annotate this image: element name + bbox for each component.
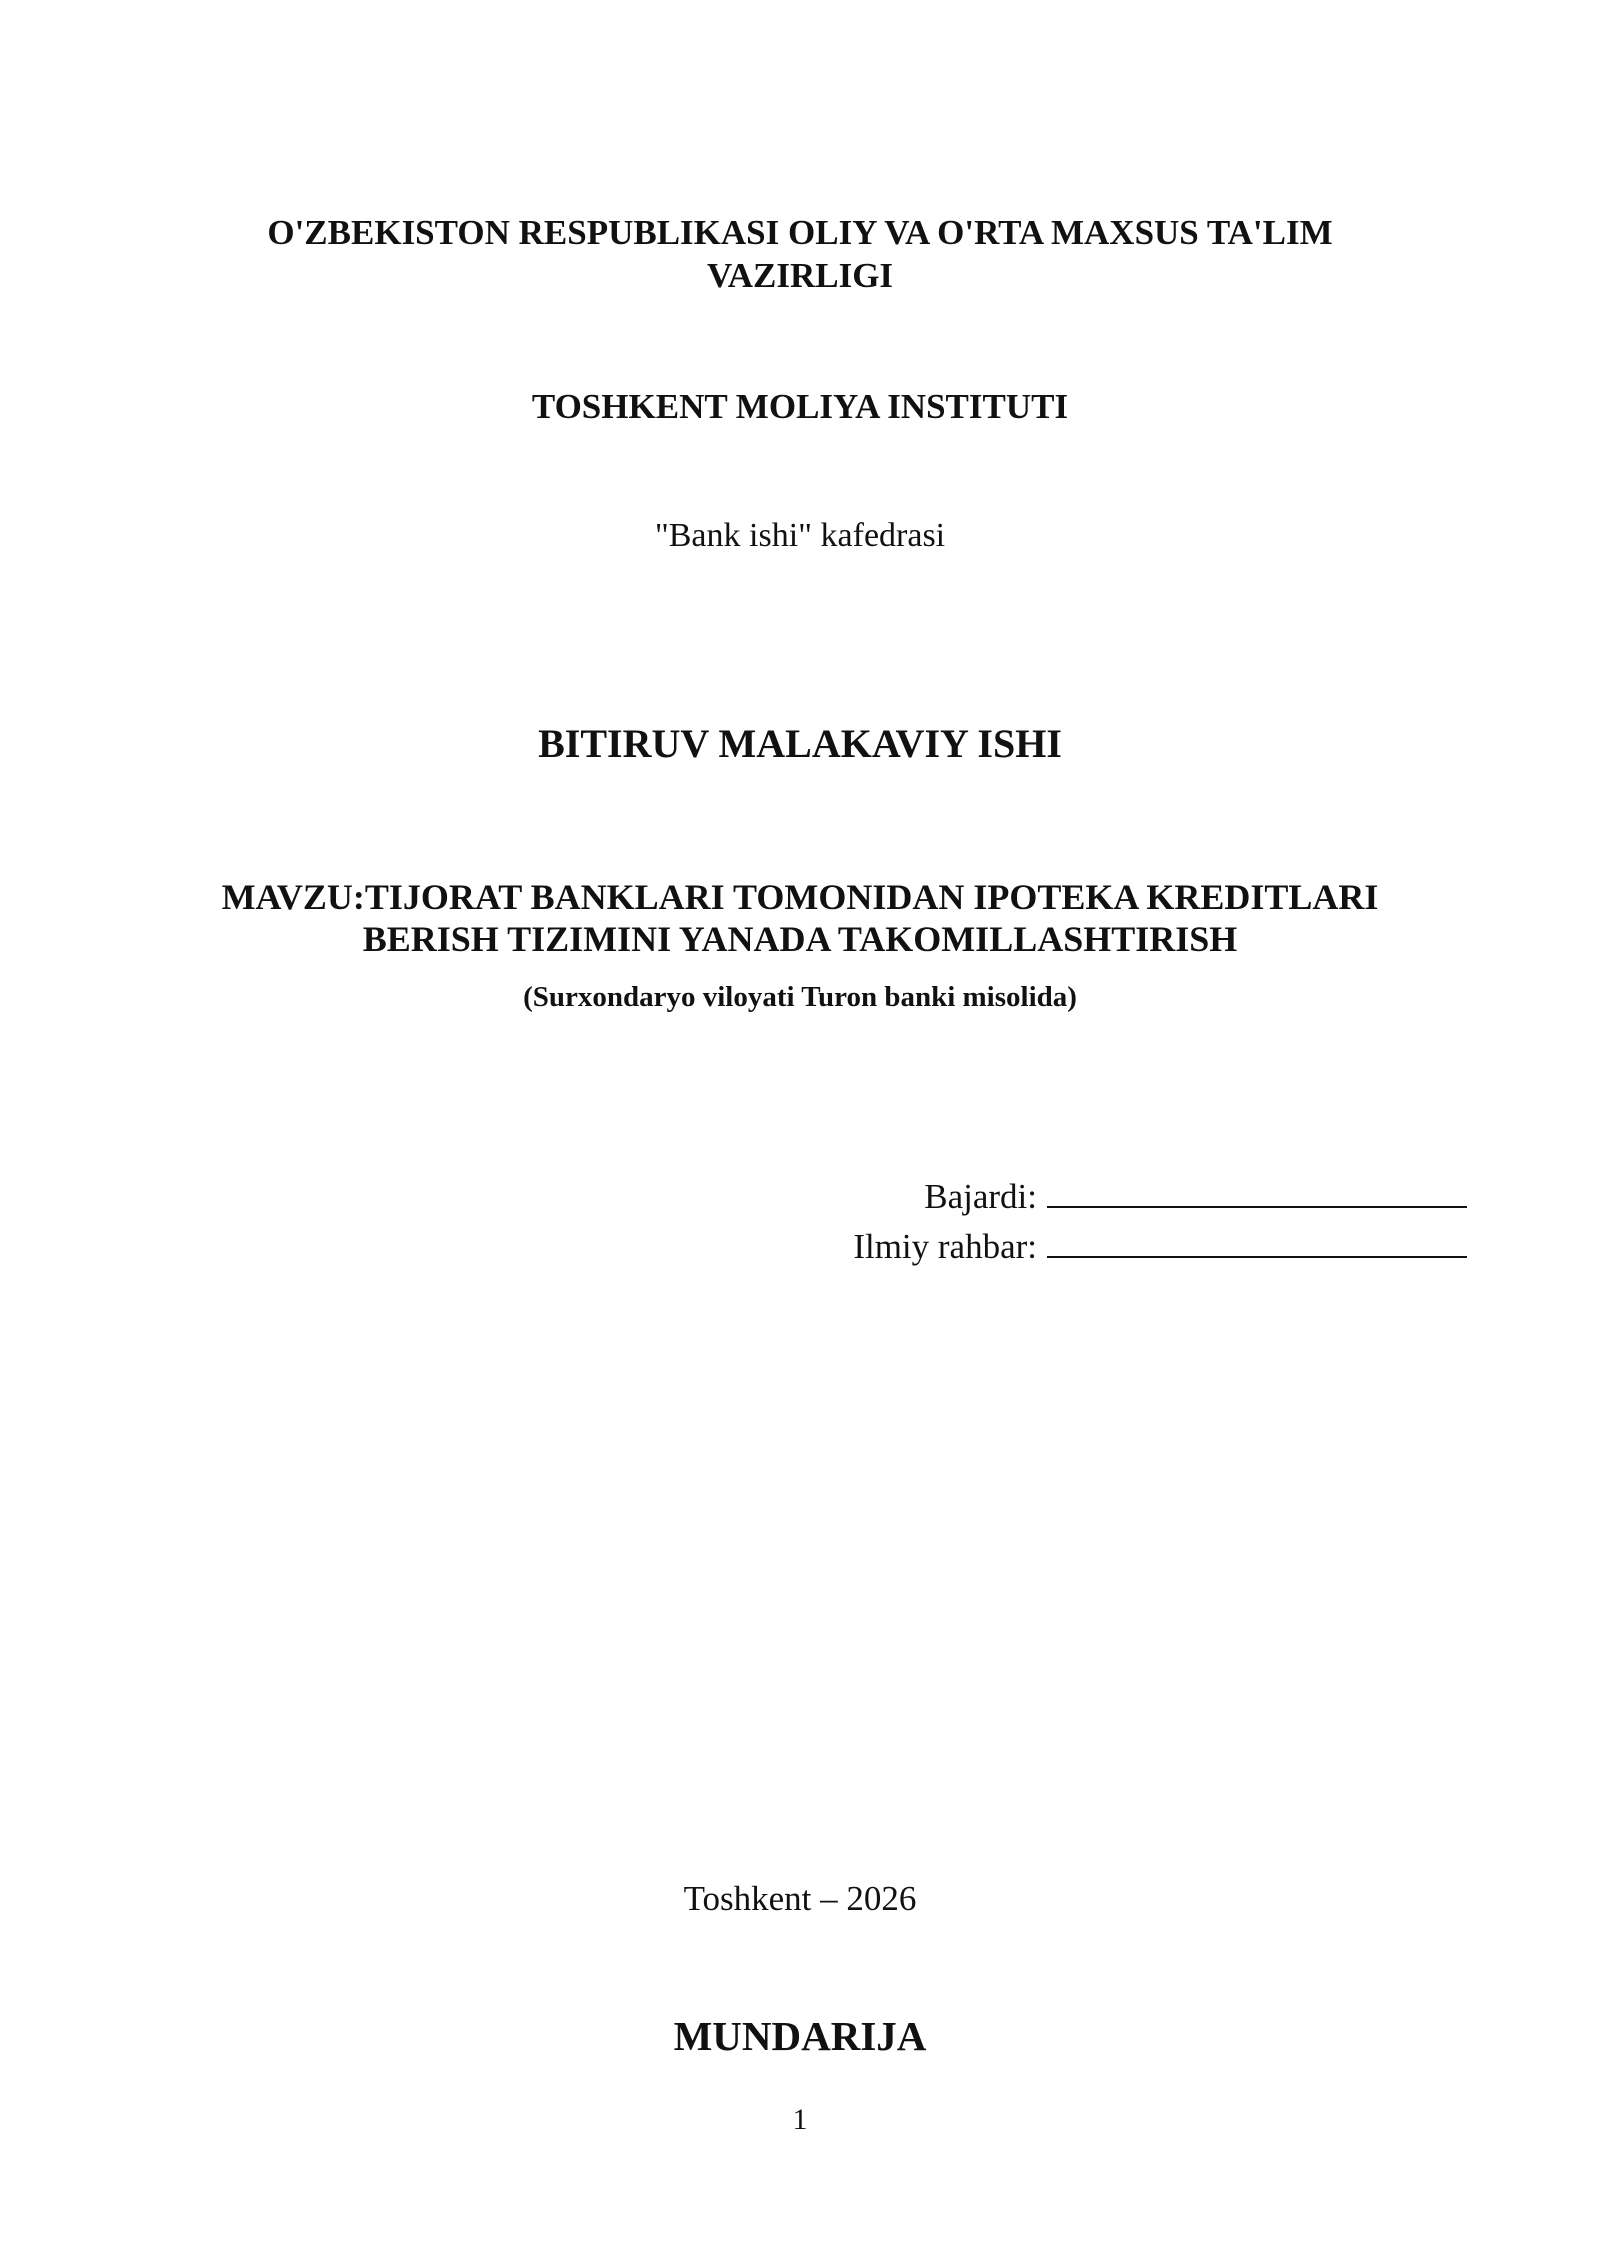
ministry-line-1: O'ZBEKISTON RESPUBLIKASI OLIY VA O'RTA MAXSUS TA'LIM xyxy=(267,213,1333,252)
topic-line-2: BERISH TIZIMINI YANADA TAKOMILLASHTIRISH xyxy=(362,919,1238,959)
supervisor-blank xyxy=(1047,1228,1467,1258)
document-type-heading: BITIRUV MALAKAVIY ISHI xyxy=(538,721,1062,766)
topic-line-1: MAVZU:TIJORAT BANKLARI TOMONIDAN IPOTEKA KREDITLARI xyxy=(221,877,1379,917)
ministry-line-2: VAZIRLIGI xyxy=(706,256,894,295)
supervisor-row xyxy=(767,1226,1467,1268)
page-number: 1 xyxy=(792,2103,808,2136)
department-name: "Bank ishi" kafedrasi xyxy=(654,517,946,554)
performed-by-row xyxy=(767,1176,1467,1218)
city-year: Toshkent – 2026 xyxy=(683,1879,917,1918)
institute-name: TOSHKENT MOLIYA INSTITUTI xyxy=(531,387,1069,426)
performed-by-label: Bajardi: xyxy=(924,1177,1037,1216)
case-study-subtitle: (Surxondaryo viloyati Turon banki misolida) xyxy=(523,981,1077,1013)
signature-block xyxy=(767,1176,1467,1268)
contents-heading: MUNDARIJA xyxy=(673,2013,927,2059)
supervisor-label: Ilmiy rahbar: xyxy=(853,1227,1037,1266)
performed-by-blank xyxy=(1047,1178,1467,1208)
